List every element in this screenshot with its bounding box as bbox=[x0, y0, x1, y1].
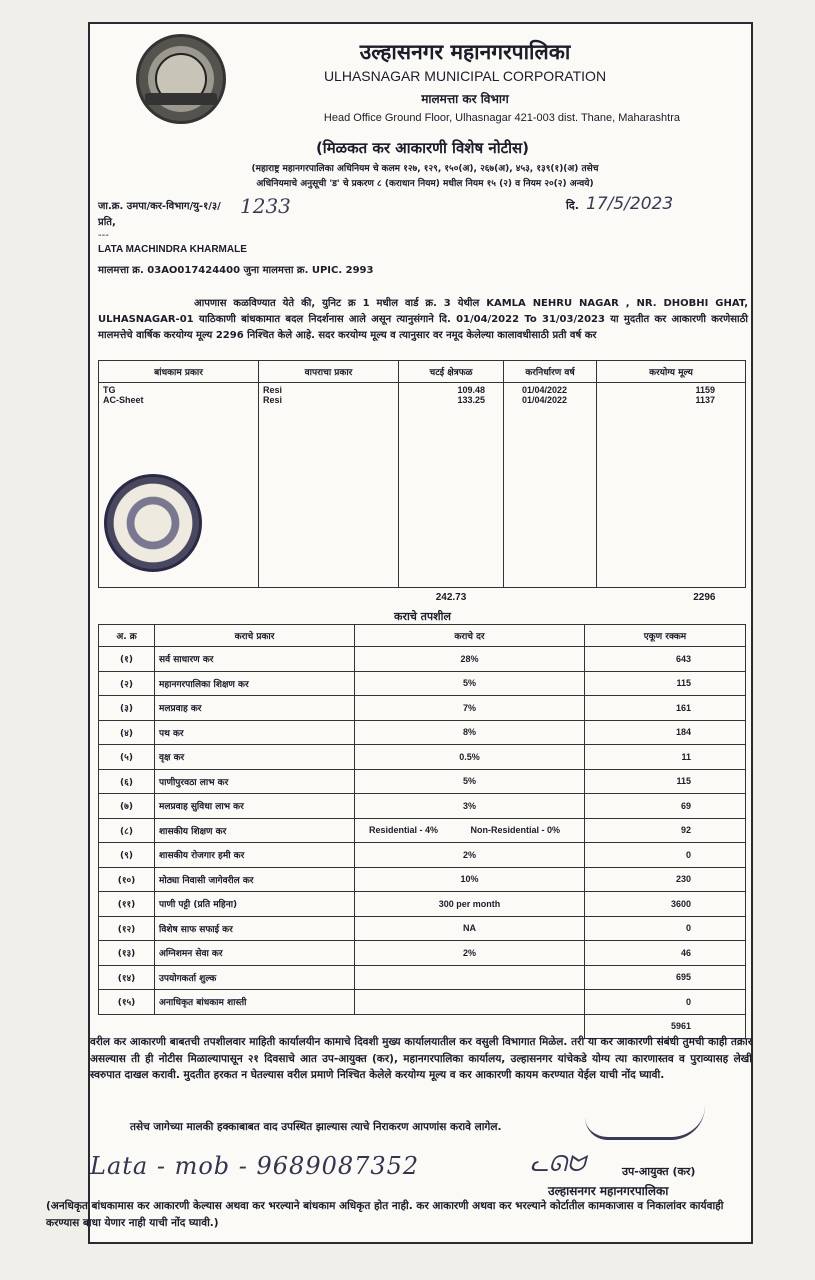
tax-amount: 46 bbox=[585, 941, 746, 966]
tax-row bbox=[99, 696, 746, 721]
tax-type: मलप्रवाह कर bbox=[155, 696, 355, 721]
tax-rate: 28% bbox=[355, 647, 585, 672]
col-assessment-year: करनिर्धारण वर्ष bbox=[504, 361, 597, 383]
tax-rate: 300 per month bbox=[355, 892, 585, 917]
tax-serial: (९) bbox=[99, 843, 155, 868]
tax-type: शासकीय रोजगार हमी कर bbox=[155, 843, 355, 868]
tax-type: अनाधिकृत बांधकाम शास्ती bbox=[155, 990, 355, 1015]
tax-rate bbox=[355, 990, 585, 1015]
property-numbers: मालमत्ता क्र. 03AO017424400 जुना मालमत्ता क्र. UPIC. 2993 bbox=[98, 265, 374, 276]
tax-serial: (६) bbox=[99, 769, 155, 794]
office-address: Head Office Ground Floor, Ulhasnagar 421-003 dist. Thane, Maharashtra bbox=[323, 112, 680, 124]
col-taxable-value: करयोग्य मूल्य bbox=[597, 361, 746, 383]
tax-row bbox=[99, 769, 746, 794]
tax-serial: (४) bbox=[99, 720, 155, 745]
tax-details-title: कराचे तपशील bbox=[394, 610, 451, 623]
tax-row bbox=[99, 965, 746, 990]
org-title-english: ULHASNAGAR MUNICIPAL CORPORATION bbox=[323, 68, 607, 84]
tax-serial: (१४) bbox=[99, 965, 155, 990]
tax-rate: 5% bbox=[355, 671, 585, 696]
tax-rate: NA bbox=[355, 916, 585, 941]
col-carpet-area: चटई क्षेत्रफळ bbox=[399, 361, 504, 383]
intro-text: आपणास कळविण्यात येते की, युनिट क्र 1 मधील वार्ड क्र. 3 येथील KAMLA NEHRU NAGAR , NR. DHOBHI GHAT, ULHASNAGAR-01 याठिकाणी बांधकामात बदल निदर्शनास आले असून त्यानुसंगाने दि. 01/04/2022 To 31/03/2023 या मुदतीत कर आकारणी करणेसाठी मालमत्तेचे वार्षिक करयोग्य मूल्य 2296 निश्चित केले आहे. सदर करयोग्य मूल्य व त्यानुसार वर नमूद केलेल्या कालावधीसाठी प्रती वर्ष कर bbox=[98, 298, 748, 341]
usage-types-cell: Resi Resi bbox=[259, 383, 399, 588]
total-area: 242.73 bbox=[435, 592, 467, 604]
rate-residential: Residential - 4% bbox=[369, 825, 439, 836]
tax-amount: 69 bbox=[585, 794, 746, 819]
official-seal-icon bbox=[104, 474, 202, 572]
tax-serial: (५) bbox=[99, 745, 155, 770]
tax-rate bbox=[355, 965, 585, 990]
tax-amount: 11 bbox=[585, 745, 746, 770]
col-usage-type: वापराचा प्रकार bbox=[259, 361, 399, 383]
tax-amount: 115 bbox=[585, 769, 746, 794]
tax-serial: (१५) bbox=[99, 990, 155, 1015]
taxable-values-cell: 1159 1137 bbox=[597, 383, 746, 588]
act-reference-line2: अधिनियमाचे अनुसूची 'ड' चे प्रकरण ८ (कराधान नियम) मधील नियम १५ (२) व नियम २०(२) अन्वये) bbox=[256, 179, 594, 189]
dashes: --- bbox=[98, 230, 109, 241]
col-serial: अ. क्र bbox=[99, 625, 155, 647]
tax-rate: 5% bbox=[355, 769, 585, 794]
tax-rate bbox=[355, 818, 585, 843]
tax-rate: 7% bbox=[355, 696, 585, 721]
reference-number: 1233 bbox=[240, 194, 291, 218]
tax-amount: 0 bbox=[585, 990, 746, 1015]
col-tax-rate: कराचे दर bbox=[355, 625, 585, 647]
tax-serial: (१२) bbox=[99, 916, 155, 941]
tax-rate: 8% bbox=[355, 720, 585, 745]
signature-initials-icon: ᓚᘏᗢ bbox=[530, 1152, 586, 1177]
grand-total: 5961 bbox=[585, 1014, 746, 1039]
col-total-amount: एकूण रक्कम bbox=[585, 625, 746, 647]
reference-label: जा.क्र. उमपा/कर-विभाग/यु-१/३/ bbox=[98, 201, 221, 212]
tax-type: उपयोगकर्ता शुल्क bbox=[155, 965, 355, 990]
tax-type: मोठ्या निवासी जागेवरील कर bbox=[155, 867, 355, 892]
tax-serial: (८) bbox=[99, 818, 155, 843]
tax-amount: 184 bbox=[585, 720, 746, 745]
tax-row bbox=[99, 916, 746, 941]
tax-type: सर्व साधारण कर bbox=[155, 647, 355, 672]
tax-type: महानगरपालिका शिक्षण कर bbox=[155, 671, 355, 696]
total-taxable-value: 2296 bbox=[693, 592, 716, 604]
tax-type: पाणी पट्टी (प्रति महिना) bbox=[155, 892, 355, 917]
tax-row bbox=[99, 990, 746, 1015]
construction-types-cell: TG AC-Sheet bbox=[99, 383, 259, 588]
signature-scrawl-icon bbox=[585, 1106, 705, 1140]
owner-name: LATA MACHINDRA KHARMALE bbox=[98, 244, 247, 255]
tax-rate: 3% bbox=[355, 794, 585, 819]
ownership-note: तसेच जागेच्या मालकी हक्काबाबत वाद उपस्थित झाल्यास त्याचे निराकरण आपणांस करावे लागेल. bbox=[130, 1121, 502, 1133]
org-title-marathi: उल्हासनगर महानगरपालिका bbox=[359, 40, 571, 64]
tax-row bbox=[99, 941, 746, 966]
tax-amount: 3600 bbox=[585, 892, 746, 917]
tax-amount: 115 bbox=[585, 671, 746, 696]
tax-amount: 230 bbox=[585, 867, 746, 892]
tax-serial: (२) bbox=[99, 671, 155, 696]
tax-serial: (१०) bbox=[99, 867, 155, 892]
tax-row bbox=[99, 745, 746, 770]
closing-paragraph: वरील कर आकारणी बाबतची तपशीलवार माहिती कार्यालयीन कामाचे दिवशी मुख्य कार्यालयातील कर वसुली विभागात मिळेल. तरी या कर आकारणी संबंधी तुमची काही तक्रार असल्यास ती ही नोटीस मिळाल्यापासून २१ दिवसाचे आत उप-आयुक्त (कर), महानगरपालिका कार्यालय, उल्हासनगर यांचेकडे योग्य त्या कारणास्तव व पुराव्यासह लेखी स्वरुपात दाखल करावी. मुदतीत हरकत न घेतल्यास वरील प्रमाणे निश्चित केलेले करयोग्य मूल्य व कर आकारणी कायम करण्यात येईल याची नोंद घ्यावी. bbox=[90, 1036, 752, 1081]
tax-amount: 643 bbox=[585, 647, 746, 672]
tax-row bbox=[99, 892, 746, 917]
tax-amount: 0 bbox=[585, 843, 746, 868]
tax-type: मलप्रवाह सुविधा लाभ कर bbox=[155, 794, 355, 819]
areas-cell: 109.48 133.25 bbox=[399, 383, 504, 588]
tax-row bbox=[99, 647, 746, 672]
tax-rate: 2% bbox=[355, 941, 585, 966]
tax-row bbox=[99, 671, 746, 696]
tax-serial: (११) bbox=[99, 892, 155, 917]
tax-type: शासकीय शिक्षण कर bbox=[155, 818, 355, 843]
intro-paragraph bbox=[98, 296, 748, 344]
department-name: मालमत्ता कर विभाग bbox=[421, 92, 509, 106]
corporation-logo bbox=[136, 34, 226, 124]
tax-row bbox=[99, 818, 746, 843]
tax-type: पाणीपुरवठा लाभ कर bbox=[155, 769, 355, 794]
assessment-years-cell: 01/04/2022 01/04/2022 bbox=[504, 383, 597, 588]
tax-rate: 0.5% bbox=[355, 745, 585, 770]
tax-amount: 92 bbox=[585, 818, 746, 843]
tax-amount: 695 bbox=[585, 965, 746, 990]
handwritten-note: Lata - mob - 9689087352 bbox=[90, 1152, 420, 1180]
tax-row bbox=[99, 720, 746, 745]
col-construction-type: बांधकाम प्रकार bbox=[99, 361, 259, 383]
rate-non-residential: Non-Residential - 0% bbox=[470, 825, 560, 836]
tax-rate: 10% bbox=[355, 867, 585, 892]
corporation-signature-label: उल्हासनगर महानगरपालिका bbox=[548, 1184, 669, 1198]
to-label: प्रति, bbox=[98, 217, 116, 228]
col-tax-type: कराचे प्रकार bbox=[155, 625, 355, 647]
tax-amount: 0 bbox=[585, 916, 746, 941]
construction-table bbox=[98, 360, 746, 608]
legal-footnote: (अनधिकृत बांधकामास कर आकारणी केल्यास अथवा कर भरल्याने बांधकाम अधिकृत होत नाही. कर आकारणी अथवा कर भरल्याने कोर्टातील कामकाजास व निकालांवर कार्यवाही करण्यास बाधा येणार नाही याची नोंद घ्यावी.) bbox=[46, 1200, 724, 1229]
notice-title: (मिळकत कर आकारणी विशेष नोटीस) bbox=[315, 139, 530, 157]
tax-type: वृक्ष कर bbox=[155, 745, 355, 770]
tax-serial: (१३) bbox=[99, 941, 155, 966]
date-label: दि. bbox=[566, 199, 579, 212]
tax-row bbox=[99, 867, 746, 892]
tax-serial: (१) bbox=[99, 647, 155, 672]
tax-row bbox=[99, 843, 746, 868]
act-reference-line1: (महाराष्ट्र महानगरपालिका अधिनियम चे कलम १२७, १२९, १५०(अ), २६७(अ), ४५३, १३९(१)(अ) तसेच bbox=[251, 164, 599, 174]
tax-type: विशेष साफ सफाई कर bbox=[155, 916, 355, 941]
tax-details-table bbox=[98, 624, 746, 1039]
notice-page bbox=[46, 22, 753, 1244]
tax-type: पथ कर bbox=[155, 720, 355, 745]
tax-rate: 2% bbox=[355, 843, 585, 868]
tax-serial: (३) bbox=[99, 696, 155, 721]
date-value: 17/5/2023 bbox=[586, 194, 674, 214]
logo-banner-icon bbox=[145, 93, 217, 105]
tax-row bbox=[99, 794, 746, 819]
tax-type: अग्निशमन सेवा कर bbox=[155, 941, 355, 966]
tax-serial: (७) bbox=[99, 794, 155, 819]
deputy-commissioner-label: उप-आयुक्त (कर) bbox=[622, 1165, 696, 1178]
tax-amount: 161 bbox=[585, 696, 746, 721]
tax-rate-split bbox=[359, 825, 580, 835]
